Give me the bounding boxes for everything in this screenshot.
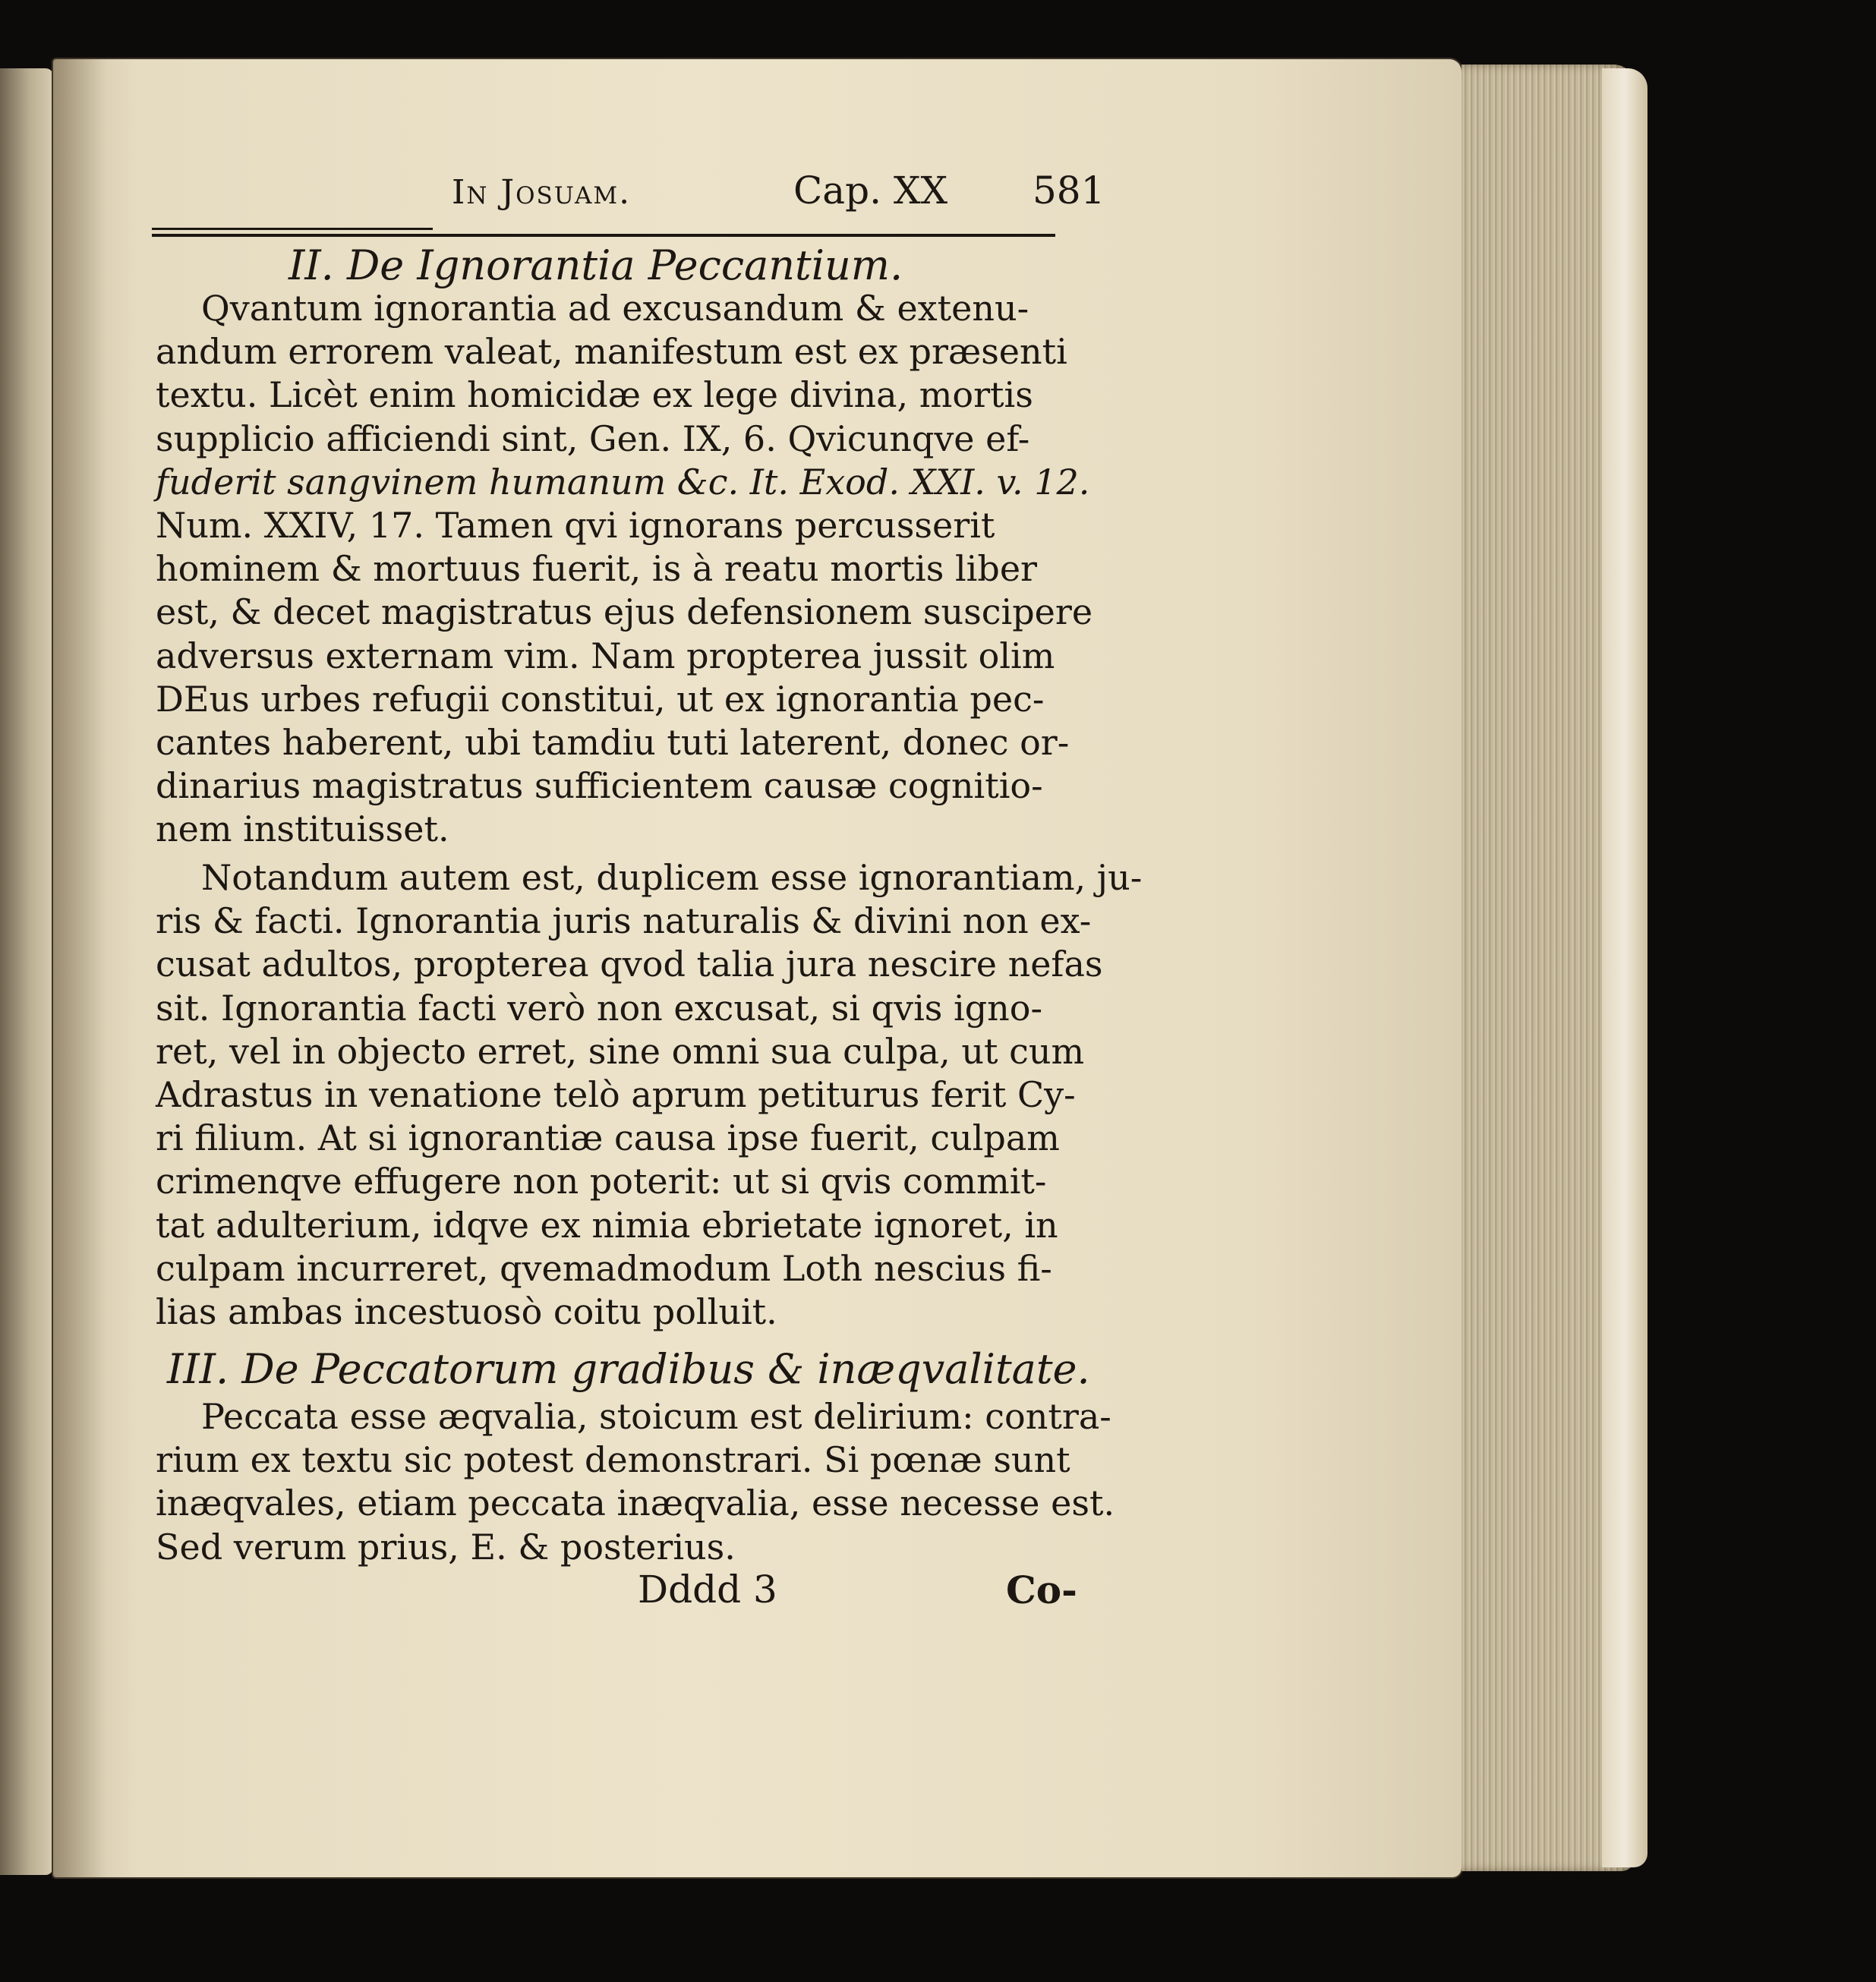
running-title: In Josuam. [452,173,632,212]
text-line: ret, vel in objecto erret, sine omni sua culpa, ut cum [156,1030,1085,1072]
text-line: Adrastus in venatione telò aprum petiturus ferit Cy- [156,1074,1076,1116]
text-line: cantes haberent, ubi tamdiu tuti laterent, donec or- [156,722,1070,764]
text-line: crimenqve effugere non poterit: ut si qvis commit- [156,1161,1047,1202]
text-line: Notandum autem est, duplicem esse ignorantiam, ju- [201,857,1143,898]
paragraph-peccata [156,1395,1115,1569]
text-line: textu. Licèt enim homicidæ ex lege divina, mortis [156,374,1033,416]
section-heading-gradibus: III. De Peccatorum gradibus & inæqvalitate. [167,1345,1090,1393]
paragraph-notandum [156,856,1143,1334]
text-line: sit. Ignorantia facti verò non excusat, si qvis igno- [156,987,1043,1029]
text-line: Num. XXIV, 17. Tamen qvi ignorans percusserit [156,505,995,547]
text-line: inæqvales, etiam peccata inæqvalia, esse necesse est. [156,1483,1115,1524]
text-line: hominem & mortuus fuerit, is à reatu mortis liber [156,548,1038,590]
left-page-edge [0,68,53,1875]
paragraph-qvantum [156,287,1093,852]
head-rule [152,234,1055,237]
gutter-shadow [53,59,106,1877]
catchword: Co- [1006,1568,1077,1612]
page-number: 581 [1033,169,1105,213]
text-line: tat adulterium, idqve ex nimia ebrietate ignoret, in [156,1204,1058,1246]
text-line: rium ex textu sic potest demonstrari. Si pœnæ sunt [156,1439,1070,1481]
text-line: adversus externam vim. Nam propterea jussit olim [156,635,1055,676]
chapter-label: Cap. XX [793,169,948,213]
head-rule-left [152,228,433,230]
text-block [152,159,1143,1662]
signature-mark: Dddd 3 [638,1568,777,1612]
text-line: ri filium. At si ignorantiæ causa ipse fuerit, culpam [156,1117,1060,1159]
text-line: cusat adultos, propterea qvod talia jura nescire nefas [156,944,1103,985]
text-line: andum errorem valeat, manifestum est ex præsenti [156,331,1067,373]
text-line: fuderit sangvinem humanum &c. It. Exod. XXI. v. 12. [156,461,1090,503]
text-line: Qvantum ignorantia ad excusandum & extenu- [201,288,1029,329]
running-head [152,159,1105,228]
text-line: culpam incurreret, qvemadmodum Loth nescius fi- [156,1247,1052,1289]
text-line: DEus urbes refugii constitui, ut ex ignorantia pec- [156,678,1045,720]
text-line: ris & facti. Ignorantia juris naturalis & divini non ex- [156,900,1092,942]
text-line: Sed verum prius, E. & posterius. [156,1526,736,1568]
text-line: est, & decet magistratus ejus defensionem suscipere [156,591,1093,633]
book-cover-edge [1602,68,1647,1867]
text-line: supplicio afficiendi sint, Gen. IX, 6. Qvicunqve ef- [156,418,1030,459]
text-line: nem instituisset. [156,808,449,850]
text-line: dinarius magistratus sufficientem causæ cognitio- [156,765,1043,807]
text-line: lias ambas incestuosò coitu polluit. [156,1291,777,1333]
text-line: Peccata esse æqvalia, stoicum est delirium: contra- [201,1396,1111,1437]
section-heading-ignorantia: II. De Ignorantia Peccantium. [288,241,903,289]
